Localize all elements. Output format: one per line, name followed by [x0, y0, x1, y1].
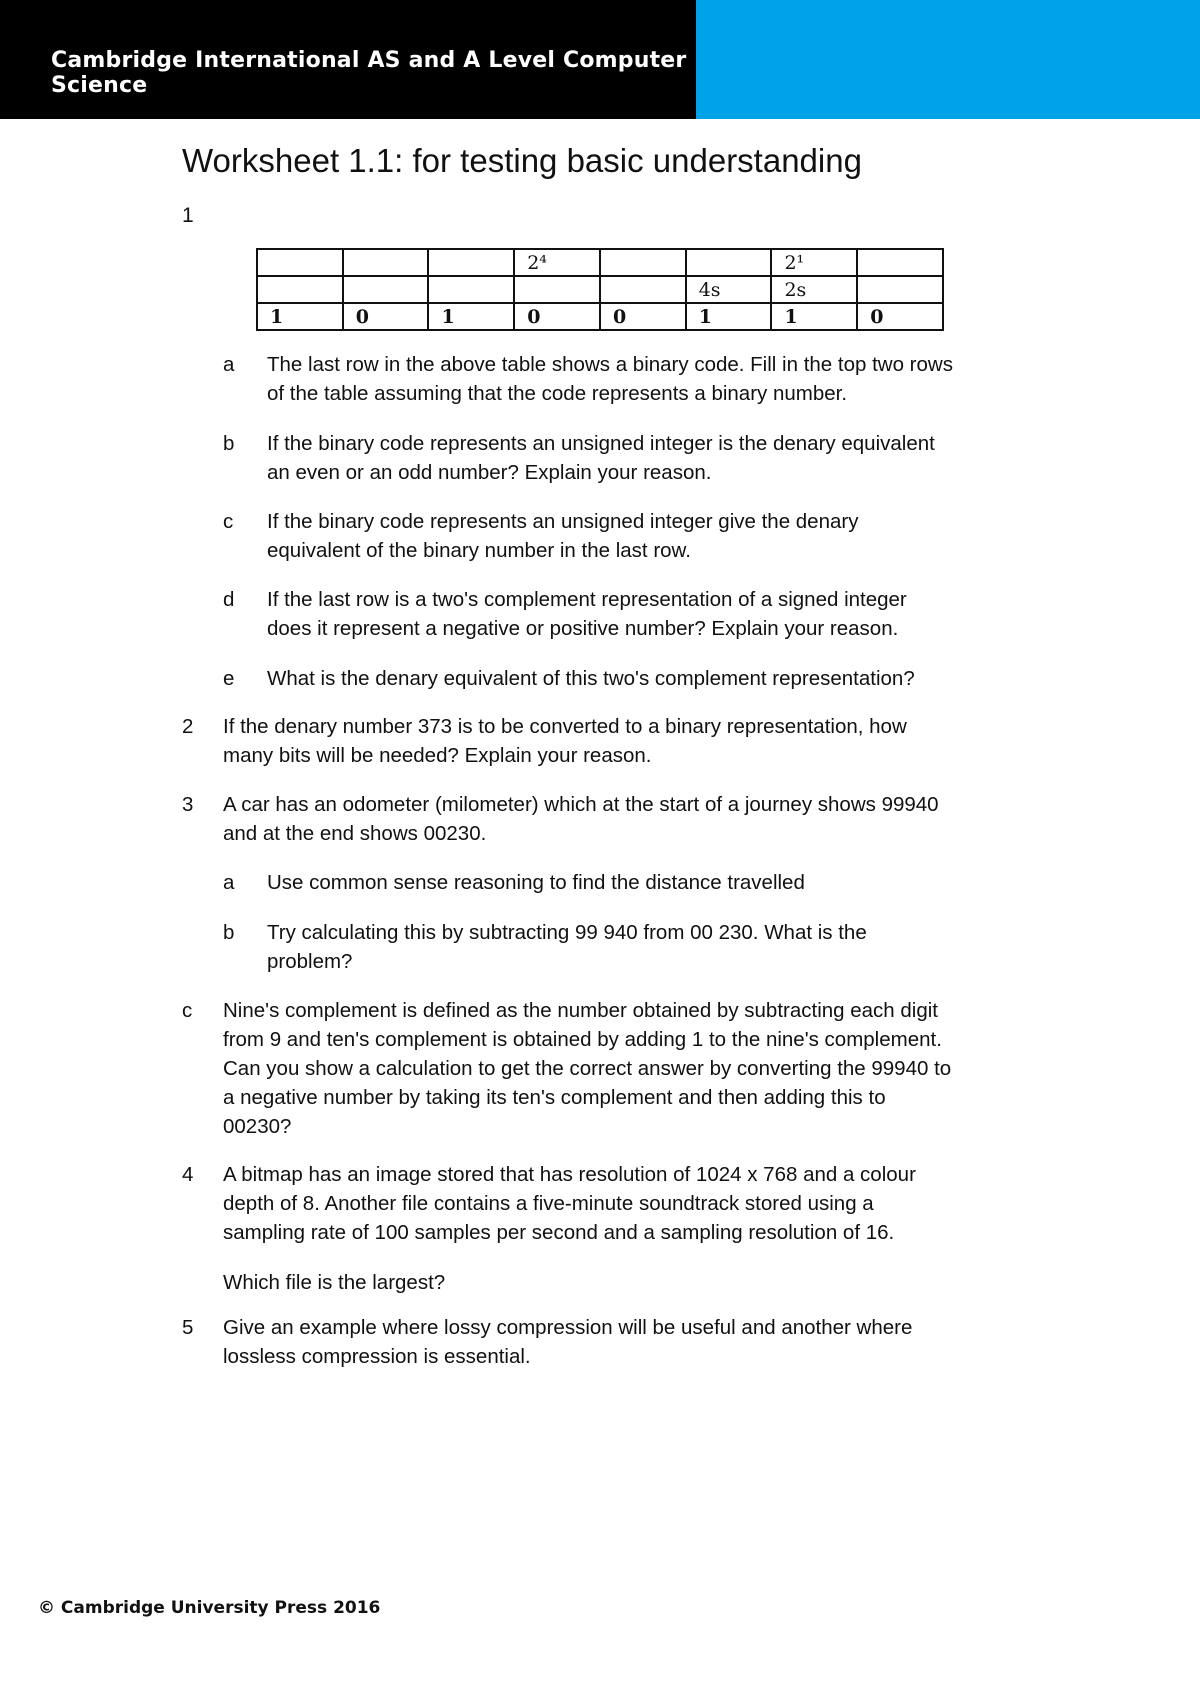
table-cell: 0 — [343, 303, 429, 330]
question-text-line: Give an example where lossy compression will be useful and another where — [223, 1316, 913, 1339]
part-text-line: Use common sense reasoning to find the distance travelled — [267, 871, 805, 894]
part-text-line: equivalent of the binary number in the last row. — [267, 539, 691, 562]
part-label: a — [223, 871, 235, 894]
part-text-line: Can you show a calculation to get the correct answer by converting the 99940 to — [223, 1057, 952, 1080]
question-3a — [223, 868, 1023, 897]
copyright-footer: © Cambridge University Press 2016 — [38, 1598, 381, 1618]
part-label: c — [182, 999, 193, 1022]
table-cell — [857, 249, 943, 276]
table-cell — [257, 249, 343, 276]
question-text-line: A car has an odometer (milometer) which at the start of a journey shows 99940 — [223, 793, 939, 816]
table-cell — [514, 276, 600, 303]
part-label: c — [223, 510, 234, 533]
table-cell — [428, 249, 514, 276]
question-number: 4 — [182, 1163, 194, 1186]
question-number: 5 — [182, 1316, 194, 1339]
question-4-followup: Which file is the largest? — [223, 1271, 446, 1294]
question-text-line: depth of 8. Another file contains a five-minute soundtrack stored using a — [223, 1192, 874, 1215]
question-text-line: and at the end shows 00230. — [223, 822, 487, 845]
table-cell — [857, 276, 943, 303]
binary-table — [256, 248, 944, 331]
question-3 — [182, 790, 1032, 848]
question-1d — [223, 585, 1023, 643]
part-text-line: does it represent a negative or positive number? Explain your reason. — [267, 617, 899, 640]
table-cell: 2s — [771, 276, 857, 303]
part-text-line: from 9 and ten's complement is obtained by adding 1 to the nine's complement. — [223, 1028, 942, 1051]
table-cell: 1 — [428, 303, 514, 330]
table-cell: 2⁴ — [514, 249, 600, 276]
table-cell — [600, 249, 686, 276]
table-row — [257, 276, 943, 303]
table-cell — [257, 276, 343, 303]
question-text-line: sampling rate of 100 samples per second and a sampling resolution of 16. — [223, 1221, 895, 1244]
part-label: a — [223, 353, 235, 376]
part-text-line: Try calculating this by subtracting 99 940 from 00 230. What is the — [267, 921, 867, 944]
header-blue-band — [696, 0, 1200, 119]
header-black-band — [0, 0, 696, 119]
table-cell: 0 — [857, 303, 943, 330]
table-cell — [686, 249, 772, 276]
question-1c — [223, 507, 1023, 565]
part-text-line: Nine's complement is defined as the number obtained by subtracting each digit — [223, 999, 938, 1022]
table-row — [257, 303, 943, 330]
table-cell: 1 — [257, 303, 343, 330]
table-cell: 2¹ — [771, 249, 857, 276]
table-cell: 0 — [600, 303, 686, 330]
part-label: b — [223, 432, 235, 455]
question-1b — [223, 429, 1023, 487]
part-label: d — [223, 588, 235, 611]
table-cell: 4s — [686, 276, 772, 303]
table-cell: 1 — [686, 303, 772, 330]
question-3c — [182, 996, 1042, 1141]
question-number: 2 — [182, 715, 194, 738]
question-2 — [182, 712, 1032, 770]
question-4 — [182, 1160, 1032, 1247]
table-cell — [343, 249, 429, 276]
table-cell — [343, 276, 429, 303]
question-5 — [182, 1313, 1032, 1371]
question-text-line: lossless compression is essential. — [223, 1345, 531, 1368]
part-text-line: What is the denary equivalent of this two's complement representation? — [267, 667, 915, 690]
table-cell: 1 — [771, 303, 857, 330]
question-1-number: 1 — [182, 204, 194, 227]
part-text-line: 00230? — [223, 1115, 292, 1138]
part-text-line: a negative number by taking its ten's complement and then adding this to — [223, 1086, 886, 1109]
part-text-line: If the binary code represents an unsigned integer give the denary — [267, 510, 859, 533]
part-text-line: If the binary code represents an unsigned integer is the denary equivalent — [267, 432, 935, 455]
part-text-line: The last row in the above table shows a binary code. Fill in the top two rows — [267, 353, 953, 376]
table-cell — [600, 276, 686, 303]
part-text-line: an even or an odd number? Explain your reason. — [267, 461, 712, 484]
question-text-line: many bits will be needed? Explain your reason. — [223, 744, 652, 767]
table-cell: 0 — [514, 303, 600, 330]
question-3b — [223, 918, 1023, 976]
header-title: Cambridge International AS and A Level Computer Science — [51, 48, 687, 98]
table-row — [257, 249, 943, 276]
question-text-line: A bitmap has an image stored that has resolution of 1024 x 768 and a colour — [223, 1163, 916, 1186]
table-cell — [428, 276, 514, 303]
question-text-line: If the denary number 373 is to be converted to a binary representation, how — [223, 715, 907, 738]
part-text-line: problem? — [267, 950, 353, 973]
part-text-line: If the last row is a two's complement representation of a signed integer — [267, 588, 907, 611]
part-label: e — [223, 667, 235, 690]
part-label: b — [223, 921, 235, 944]
part-text-line: of the table assuming that the code represents a binary number. — [267, 382, 848, 405]
question-1a — [223, 350, 1023, 408]
question-number: 3 — [182, 793, 194, 816]
worksheet-title: Worksheet 1.1: for testing basic understanding — [182, 142, 862, 179]
question-1e — [223, 664, 1023, 693]
